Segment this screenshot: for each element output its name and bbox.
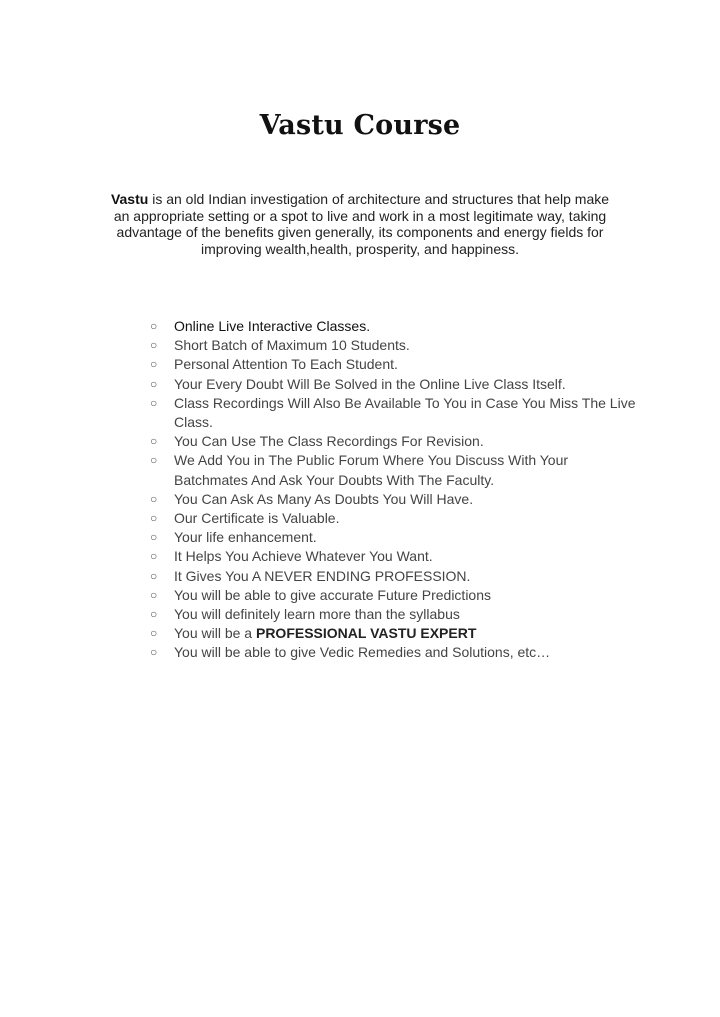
circle-bullet-icon: ○	[150, 319, 158, 333]
list-item	[150, 528, 640, 547]
page-title: Vastu Course	[259, 110, 461, 141]
list-item	[150, 394, 640, 432]
circle-bullet-icon: ○	[150, 587, 158, 602]
circle-bullet-icon: ○	[150, 453, 158, 468]
list-item	[150, 643, 640, 662]
list-item	[150, 355, 640, 374]
circle-bullet-icon: ○	[150, 568, 158, 583]
emphasis-text: PROFESSIONAL VASTU EXPERT	[255, 625, 477, 642]
list-item-text: It Helps You Achieve Whatever You Want.	[174, 548, 433, 565]
circle-bullet-icon: ○	[150, 511, 158, 526]
list-item-text: We Add You in The Public Forum Where You Discuss With Your Batchmates And Ask Your Doubts With The Faculty.	[174, 452, 569, 488]
circle-bullet-icon: ○	[150, 607, 158, 622]
circle-bullet-icon: ○	[150, 395, 158, 410]
list-item-text: Short Batch of Maximum 10 Students.	[174, 337, 410, 354]
circle-bullet-icon: ○	[150, 549, 158, 564]
list-item	[150, 432, 640, 451]
list-item	[150, 490, 640, 509]
feature-list	[150, 317, 640, 663]
circle-bullet-icon: ○	[150, 626, 158, 641]
list-item	[150, 509, 640, 528]
list-item-text: You will be able to give Vedic Remedies and Solutions, etc…	[174, 644, 551, 661]
list-item	[150, 605, 640, 624]
list-item	[150, 375, 640, 394]
circle-bullet-icon: ○	[150, 491, 158, 506]
list-item	[150, 336, 640, 355]
list-item-text: You will definitely learn more than the syllabus	[174, 606, 460, 623]
intro-paragraph	[108, 191, 612, 257]
list-item	[150, 317, 640, 336]
list-item	[150, 586, 640, 605]
circle-bullet-icon: ○	[150, 376, 158, 391]
list-item-text: It Gives You A NEVER ENDING PROFESSION.	[174, 567, 471, 584]
intro-lead-term: Vastu	[110, 191, 149, 207]
list-item	[150, 547, 640, 566]
intro-text: is an old Indian investigation of architecture and structures that help make an appropriate setting or a spot to live and work in a most legitimate way, taking advantage of the benefits given generally, its components and energy fields for improving wealth,health, prosperity, and happiness.	[113, 191, 610, 257]
list-item-text: You Can Ask As Many As Doubts You Will Have.	[174, 490, 474, 507]
list-item	[150, 567, 640, 586]
circle-bullet-icon: ○	[150, 357, 158, 372]
list-item	[150, 624, 640, 643]
list-item-text: You will be able to give accurate Future Predictions	[174, 586, 491, 603]
list-item-text: You Can Use The Class Recordings For Revision.	[174, 433, 484, 450]
circle-bullet-icon: ○	[150, 530, 158, 545]
list-item	[150, 451, 640, 489]
circle-bullet-icon: ○	[150, 338, 158, 353]
circle-bullet-icon: ○	[150, 434, 158, 449]
list-item-text: Class Recordings Will Also Be Available To You in Case You Miss The Live Class.	[174, 394, 636, 431]
list-item-text: Online Live Interactive Classes.	[174, 318, 371, 334]
list-item-text: Our Certificate is Valuable.	[174, 510, 340, 527]
list-item-text: Your life enhancement.	[174, 529, 317, 546]
circle-bullet-icon: ○	[150, 645, 158, 660]
list-item-text: Your Every Doubt Will Be Solved in the Online Live Class Itself.	[174, 375, 566, 392]
list-item-text: Personal Attention To Each Student.	[174, 356, 398, 373]
list-item-text: You will be a	[174, 625, 256, 642]
